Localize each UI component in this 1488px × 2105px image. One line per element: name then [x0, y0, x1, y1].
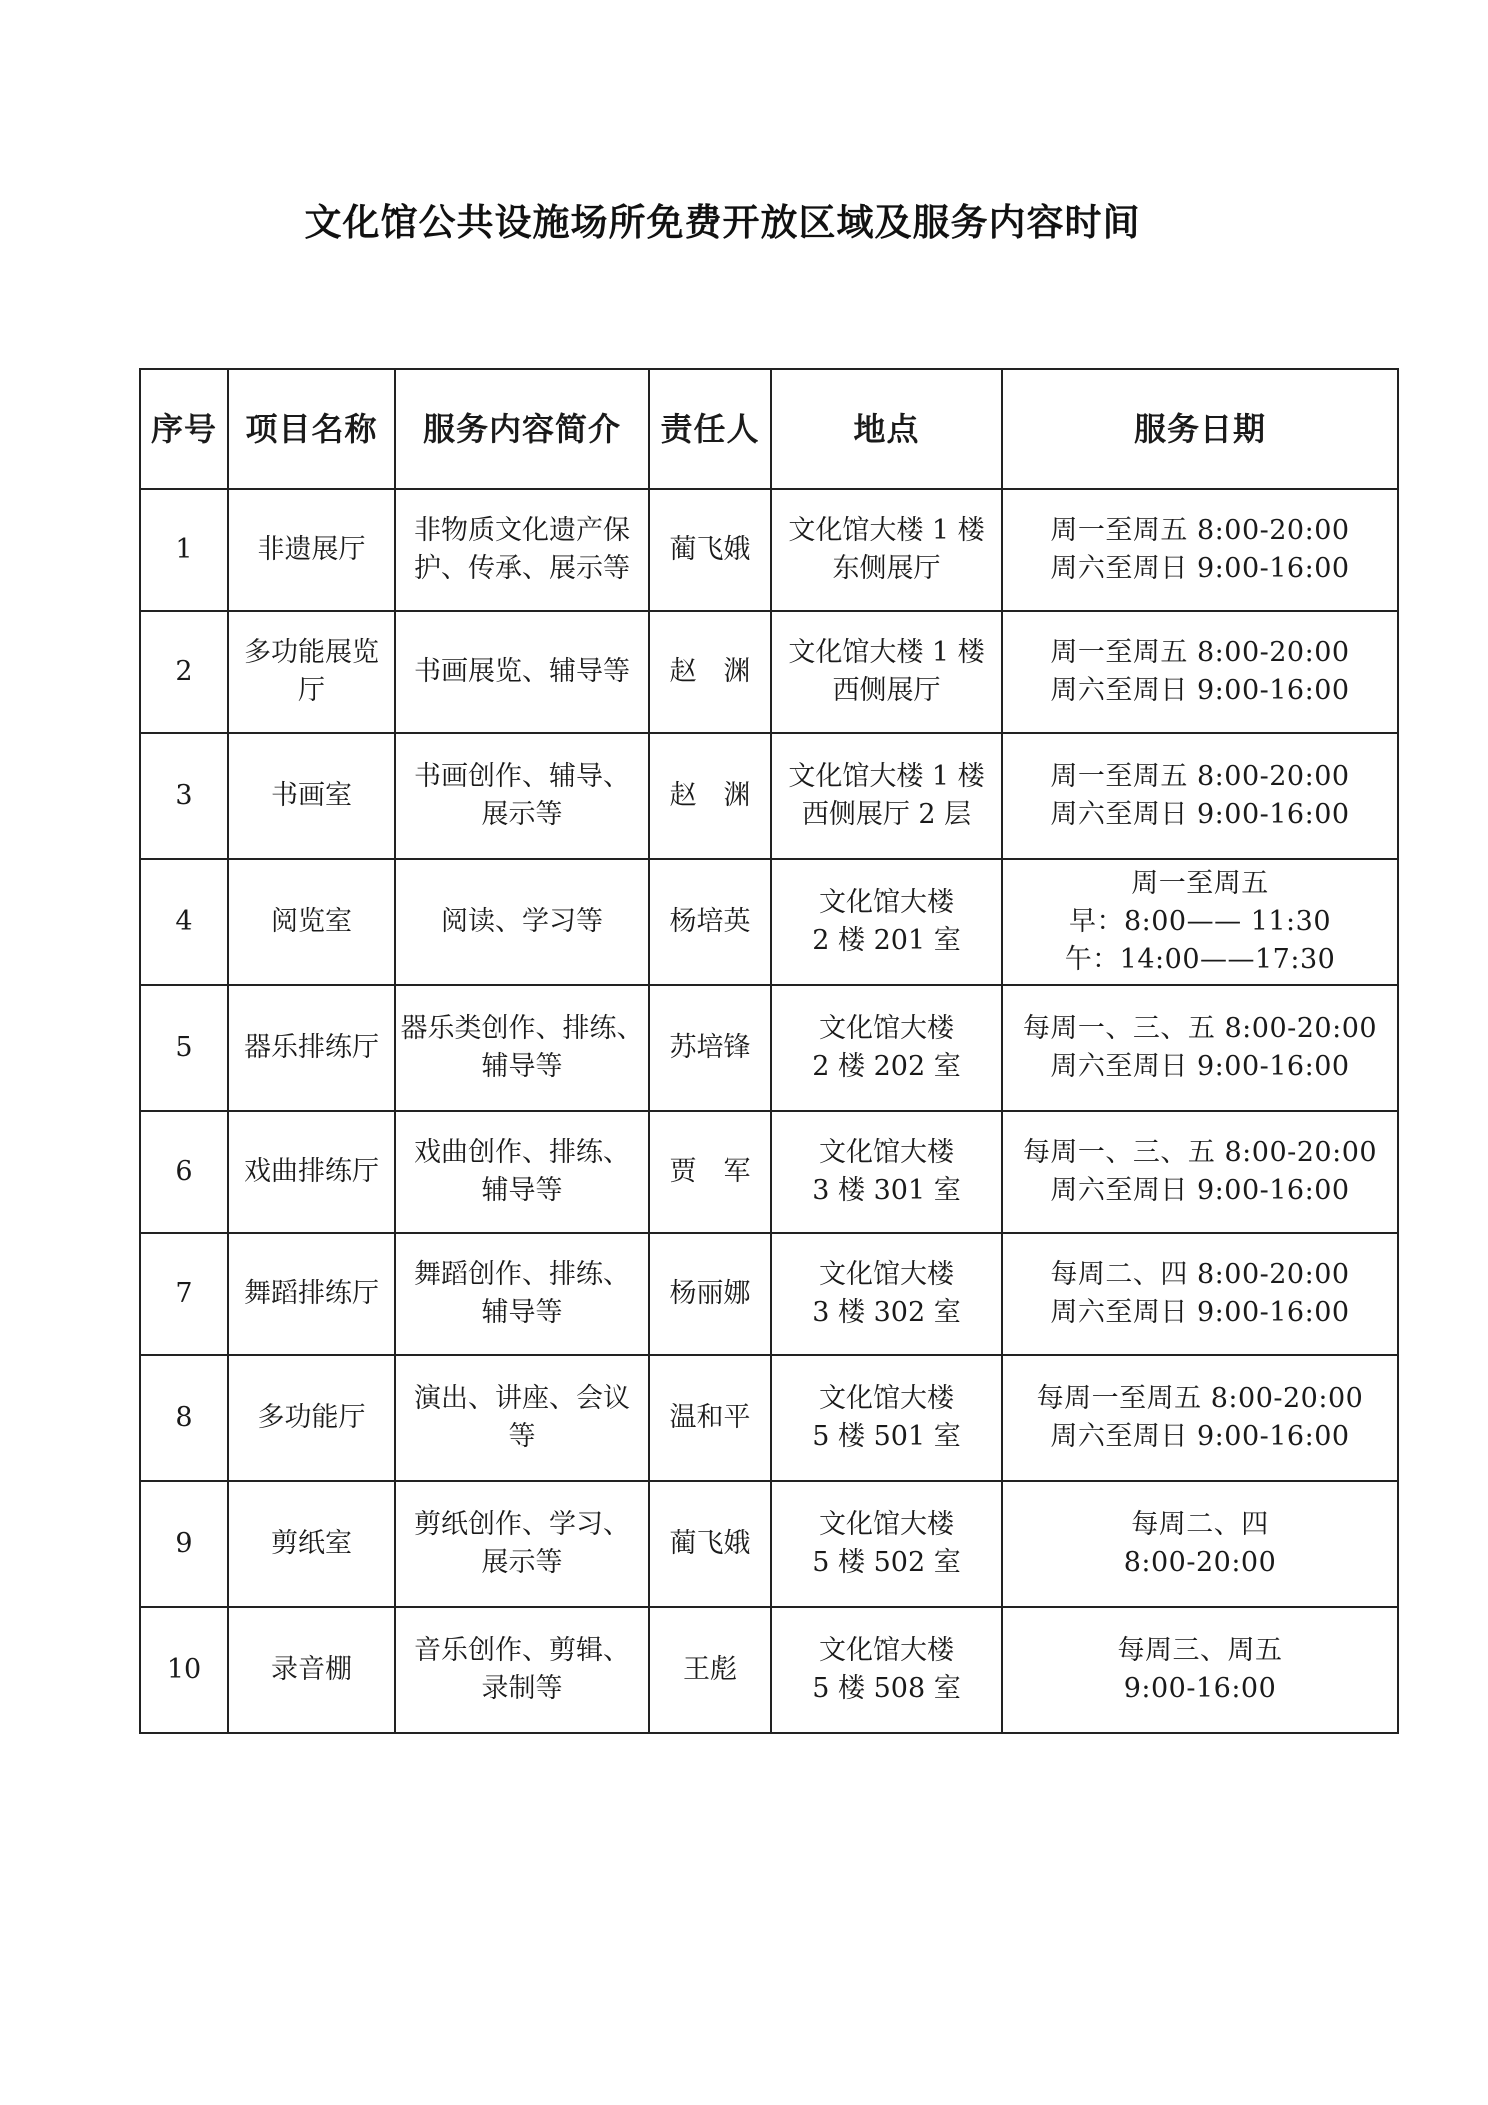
row-no: 4	[140, 859, 228, 985]
row-schedule: 周一至周五 8:00-20:00 周六至周日 9:00-16:00	[1002, 489, 1398, 611]
row-name: 书画室	[228, 733, 395, 859]
header-content: 服务内容简介	[395, 369, 649, 489]
header-name: 项目名称	[228, 369, 395, 489]
row-location: 文化馆大楼 1 楼 西侧展厅 2 层	[771, 733, 1002, 859]
row-location: 文化馆大楼 2 楼 201 室	[771, 859, 1002, 985]
row-content: 演出、讲座、会议 等	[395, 1355, 649, 1481]
row-content: 器乐类创作、排练、 辅导等	[395, 985, 649, 1111]
row-no: 6	[140, 1111, 228, 1233]
table-row	[140, 1355, 1398, 1481]
row-no: 9	[140, 1481, 228, 1607]
row-location: 文化馆大楼 5 楼 508 室	[771, 1607, 1002, 1733]
row-person: 赵 渊	[649, 611, 771, 733]
row-person: 杨丽娜	[649, 1233, 771, 1355]
header-no: 序号	[140, 369, 228, 489]
row-no: 7	[140, 1233, 228, 1355]
row-person: 王彪	[649, 1607, 771, 1733]
row-location: 文化馆大楼 5 楼 502 室	[771, 1481, 1002, 1607]
row-name: 多功能展览 厅	[228, 611, 395, 733]
row-content: 戏曲创作、排练、 辅导等	[395, 1111, 649, 1233]
row-location: 文化馆大楼 1 楼 东侧展厅	[771, 489, 1002, 611]
table-row	[140, 733, 1398, 859]
row-name: 器乐排练厅	[228, 985, 395, 1111]
row-location: 文化馆大楼 2 楼 202 室	[771, 985, 1002, 1111]
row-person: 蔺飞娥	[649, 1481, 771, 1607]
row-schedule: 每周二、四 8:00-20:00 周六至周日 9:00-16:00	[1002, 1233, 1398, 1355]
row-schedule: 周一至周五 早：8:00—— 11:30 午：14:00——17:30	[1002, 859, 1398, 985]
row-name: 多功能厅	[228, 1355, 395, 1481]
row-person: 杨培英	[649, 859, 771, 985]
row-person: 贾 军	[649, 1111, 771, 1233]
table-header-row	[140, 369, 1398, 489]
row-name: 录音棚	[228, 1607, 395, 1733]
row-schedule: 每周一至周五 8:00-20:00 周六至周日 9:00-16:00	[1002, 1355, 1398, 1481]
row-person: 温和平	[649, 1355, 771, 1481]
row-no: 8	[140, 1355, 228, 1481]
row-location: 文化馆大楼 3 楼 302 室	[771, 1233, 1002, 1355]
table-row	[140, 1481, 1398, 1607]
row-name: 阅览室	[228, 859, 395, 985]
row-content: 剪纸创作、学习、 展示等	[395, 1481, 649, 1607]
row-person: 蔺飞娥	[649, 489, 771, 611]
row-no: 10	[140, 1607, 228, 1733]
row-location: 文化馆大楼 5 楼 501 室	[771, 1355, 1002, 1481]
row-name: 戏曲排练厅	[228, 1111, 395, 1233]
table-row	[140, 1233, 1398, 1355]
table-row	[140, 859, 1398, 985]
row-location: 文化馆大楼 3 楼 301 室	[771, 1111, 1002, 1233]
row-schedule: 每周一、三、五 8:00-20:00 周六至周日 9:00-16:00	[1002, 985, 1398, 1111]
row-schedule: 周一至周五 8:00-20:00 周六至周日 9:00-16:00	[1002, 733, 1398, 859]
row-no: 5	[140, 985, 228, 1111]
row-content: 阅读、学习等	[395, 859, 649, 985]
row-schedule: 每周二、四 8:00-20:00	[1002, 1481, 1398, 1607]
row-no: 3	[140, 733, 228, 859]
table-row	[140, 489, 1398, 611]
row-name: 舞蹈排练厅	[228, 1233, 395, 1355]
table-row	[140, 1607, 1398, 1733]
row-name: 剪纸室	[228, 1481, 395, 1607]
row-schedule: 每周三、周五 9:00-16:00	[1002, 1607, 1398, 1733]
row-content: 书画展览、辅导等	[395, 611, 649, 733]
row-content: 非物质文化遗产保 护、传承、展示等	[395, 489, 649, 611]
row-location: 文化馆大楼 1 楼 西侧展厅	[771, 611, 1002, 733]
table-row	[140, 611, 1398, 733]
row-person: 苏培锋	[649, 985, 771, 1111]
row-content: 书画创作、辅导、 展示等	[395, 733, 649, 859]
row-schedule: 每周一、三、五 8:00-20:00 周六至周日 9:00-16:00	[1002, 1111, 1398, 1233]
table-row	[140, 1111, 1398, 1233]
table-row	[140, 985, 1398, 1111]
header-location: 地点	[771, 369, 1002, 489]
row-person: 赵 渊	[649, 733, 771, 859]
service-table	[139, 368, 1399, 1734]
header-person: 责任人	[649, 369, 771, 489]
document-title: 文化馆公共设施场所免费开放区域及服务内容时间	[304, 201, 1141, 244]
row-content: 舞蹈创作、排练、 辅导等	[395, 1233, 649, 1355]
row-name: 非遗展厅	[228, 489, 395, 611]
header-schedule: 服务日期	[1002, 369, 1398, 489]
row-content: 音乐创作、剪辑、 录制等	[395, 1607, 649, 1733]
row-no: 1	[140, 489, 228, 611]
row-schedule: 周一至周五 8:00-20:00 周六至周日 9:00-16:00	[1002, 611, 1398, 733]
row-no: 2	[140, 611, 228, 733]
